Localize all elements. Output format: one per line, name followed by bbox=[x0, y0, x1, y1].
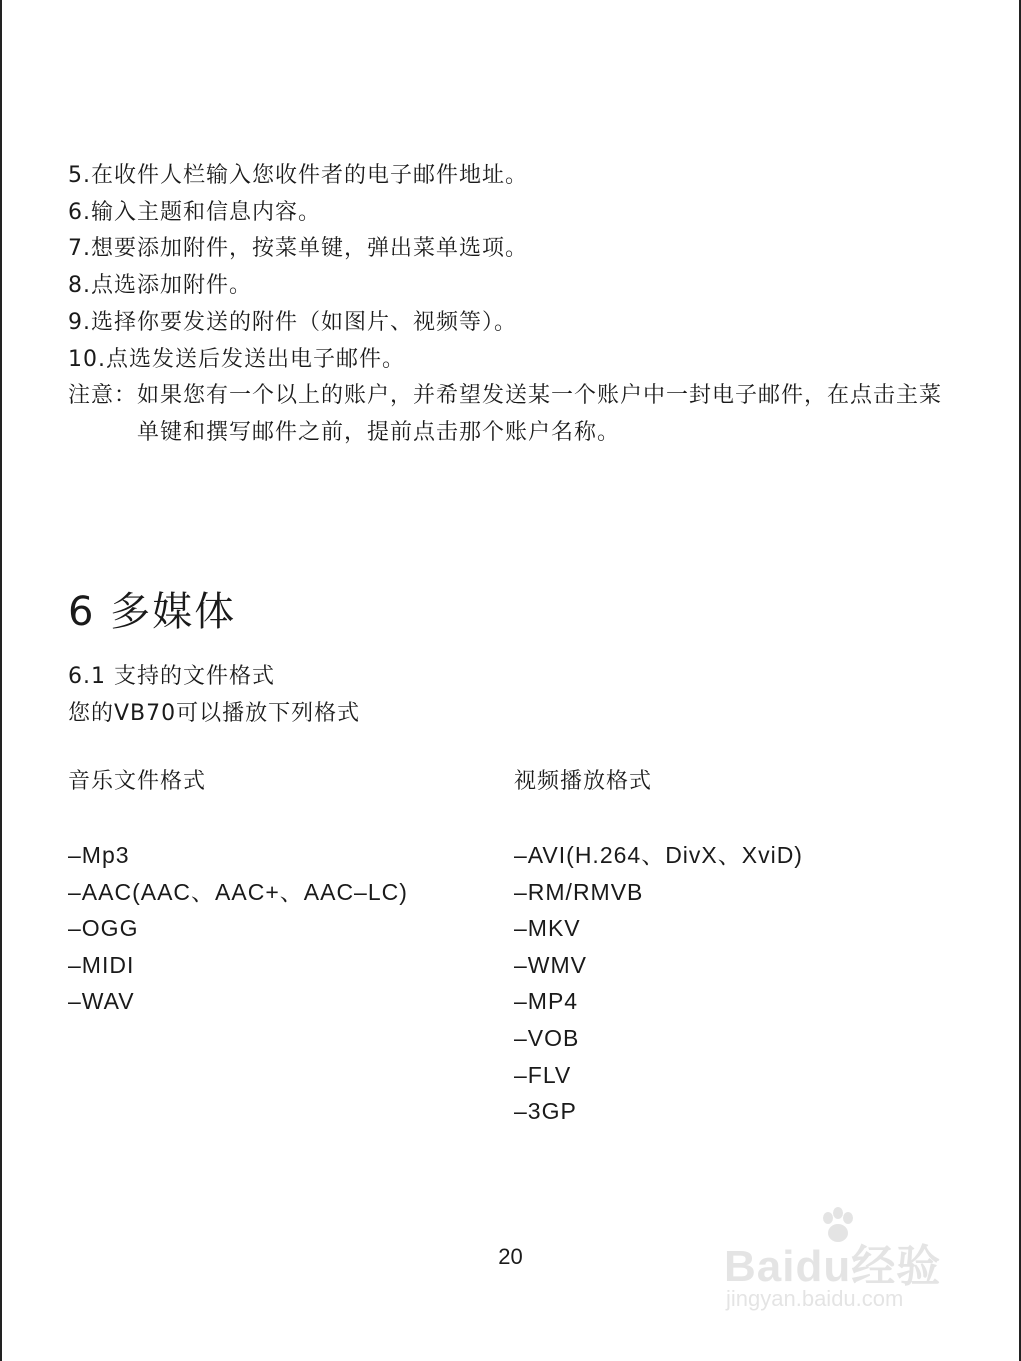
note-label: 注意： bbox=[68, 383, 138, 409]
note-text: 如果您有一个以上的账户，并希望发送某一个账户中一封电子邮件，在点击主菜单键和撰写邮件之前，提前点击那个账户名称。 bbox=[137, 383, 943, 445]
page-number: 20 bbox=[498, 1244, 523, 1269]
list-item: –AAC(AAC、AAC+、AAC–LC) bbox=[68, 878, 408, 905]
subsection-title: 6.1 支持的文件格式 bbox=[68, 664, 275, 689]
audio-formats-column bbox=[68, 764, 408, 1020]
list-item: –MKV bbox=[514, 915, 581, 942]
step-7: 7.想要添加附件，按菜单键，弹出菜单选项。 bbox=[68, 236, 528, 262]
step-6: 6.输入主题和信息内容。 bbox=[68, 199, 321, 225]
list-item: –OGG bbox=[68, 915, 139, 942]
step-8: 8.点选添加附件。 bbox=[68, 273, 252, 299]
email-steps bbox=[68, 158, 968, 452]
list-item: –MIDI bbox=[68, 951, 135, 978]
step-10: 10.点选发送后发送出电子邮件。 bbox=[68, 346, 405, 372]
video-formats-list bbox=[514, 837, 803, 1130]
watermark-logo: Baidu经验 bbox=[724, 1242, 942, 1291]
list-item: –MP4 bbox=[514, 988, 579, 1015]
section-title: 6 多媒体 bbox=[68, 589, 237, 635]
list-item: –3GP bbox=[514, 1098, 577, 1125]
video-formats-heading: 视频播放格式 bbox=[514, 769, 653, 794]
step-5: 5.在收件人栏输入您收件者的电子邮件地址。 bbox=[68, 163, 528, 188]
list-item: –AVI(H.264、DivX、XviD) bbox=[514, 842, 803, 868]
subsection-block bbox=[68, 658, 360, 732]
section-intro: 您的VB70可以播放下列格式 bbox=[68, 701, 361, 726]
list-item: –Mp3 bbox=[68, 842, 130, 868]
note bbox=[68, 378, 968, 451]
baidu-watermark bbox=[722, 1206, 962, 1326]
list-item: –WAV bbox=[68, 988, 135, 1015]
watermark-url: jingyan.baidu.com bbox=[726, 1286, 904, 1311]
list-item: –WMV bbox=[514, 951, 587, 978]
audio-formats-list bbox=[68, 837, 408, 1020]
list-item: –VOB bbox=[514, 1024, 580, 1051]
list-item: –FLV bbox=[514, 1061, 572, 1088]
list-item: –RM/RMVB bbox=[514, 878, 644, 905]
step-9: 9.选择你要发送的附件（如图片、视频等）。 bbox=[68, 309, 517, 335]
audio-formats-heading: 音乐文件格式 bbox=[68, 769, 207, 794]
video-formats-column bbox=[514, 764, 803, 1130]
